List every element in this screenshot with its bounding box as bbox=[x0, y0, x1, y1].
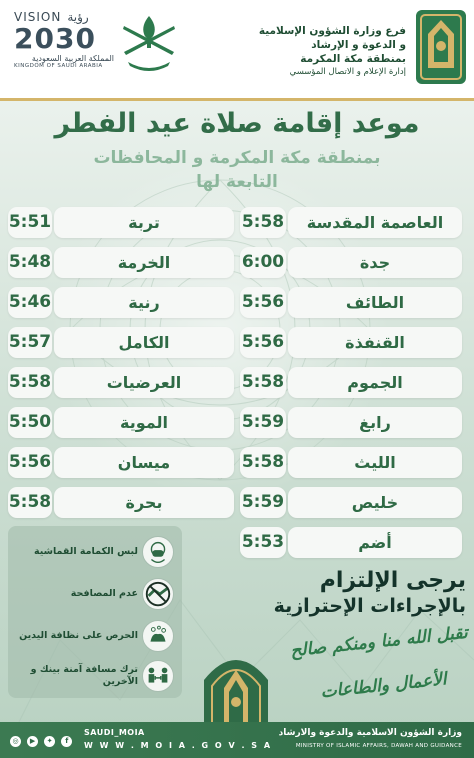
precaution-item bbox=[8, 656, 182, 696]
ministry-name-ar: وزارة الشؤون الاسلامية والدعوة والارشاد bbox=[278, 728, 462, 738]
prayer-time: 5:56 bbox=[240, 287, 286, 318]
prayer-time: 5:56 bbox=[8, 447, 52, 478]
prayer-time: 6:00 bbox=[240, 247, 286, 278]
youtube-icon[interactable]: ▶ bbox=[27, 736, 38, 747]
prayer-time: 5:58 bbox=[8, 487, 52, 518]
precaution-text: الحرص على نظافة اليدين bbox=[19, 630, 138, 641]
branch-line-4: إدارة الإعلام و الاتصال المؤسسي bbox=[289, 67, 406, 77]
mask-icon bbox=[142, 536, 174, 568]
commitment-notice bbox=[270, 568, 466, 618]
page-subtitle bbox=[60, 146, 414, 194]
vision-2030-logo bbox=[14, 10, 114, 76]
city-name: الطائف bbox=[288, 287, 462, 318]
city-name: أضم bbox=[288, 527, 462, 558]
saudi-emblem-icon bbox=[118, 12, 180, 78]
social-icons bbox=[10, 728, 73, 747]
vision-country-en: KINGDOM OF SAUDI ARABIA bbox=[14, 63, 103, 69]
vision-label-ar: رؤية bbox=[67, 10, 89, 24]
city-name: الخرمة bbox=[54, 247, 234, 278]
header bbox=[0, 0, 474, 98]
commitment-line-1: يرجى الإلتزام bbox=[319, 568, 466, 593]
prayer-time: 5:48 bbox=[8, 247, 52, 278]
hand-wash-icon bbox=[142, 620, 174, 652]
prayer-time: 5:58 bbox=[240, 207, 286, 238]
prayer-time: 5:58 bbox=[8, 367, 52, 398]
city-name: القنفذة bbox=[288, 327, 462, 358]
city-name: جدة bbox=[288, 247, 462, 278]
social-distance-icon bbox=[142, 660, 174, 692]
city-name: تربة bbox=[54, 207, 234, 238]
prayer-time: 5:57 bbox=[8, 327, 52, 358]
prayer-time: 5:53 bbox=[240, 527, 286, 558]
branch-line-2: و الدعوة و الإرشاد bbox=[311, 39, 406, 51]
vision-label: VISION bbox=[14, 10, 62, 24]
precaution-text: لبس الكمامة القماشية bbox=[34, 546, 138, 557]
instagram-icon[interactable]: ◎ bbox=[10, 736, 21, 747]
prayer-time: 5:51 bbox=[8, 207, 52, 238]
ministry-name-en: MINISTRY OF ISLAMIC AFFAIRS, DAWAH AND GUIDANCE bbox=[295, 743, 462, 749]
precaution-text: ترك مسافة آمنة بينك و الآخرين bbox=[30, 664, 138, 687]
prayer-time: 5:59 bbox=[240, 487, 286, 518]
city-name: الكامل bbox=[54, 327, 234, 358]
precautions-box bbox=[8, 526, 182, 698]
website-link[interactable]: W W W . M O I A . G O V . S A bbox=[84, 741, 273, 750]
social-handle[interactable]: SAUDI_MOIA bbox=[84, 728, 145, 737]
footer bbox=[0, 722, 474, 758]
subtitle-line-2: التابعة لها bbox=[196, 172, 278, 192]
precaution-text: عدم المصافحة bbox=[70, 588, 138, 599]
vision-year: 2030 bbox=[14, 22, 96, 55]
no-handshake-icon bbox=[142, 578, 174, 610]
twitter-icon[interactable]: ✦ bbox=[44, 736, 55, 747]
precaution-item bbox=[8, 574, 182, 614]
prayer-time: 5:46 bbox=[8, 287, 52, 318]
precaution-item bbox=[8, 616, 182, 656]
city-name: الجموم bbox=[288, 367, 462, 398]
city-name: بحرة bbox=[54, 487, 234, 518]
precaution-item bbox=[8, 532, 182, 572]
city-name: خليص bbox=[288, 487, 462, 518]
eid-greeting: تقبل الله منا ومنكم صالح الأعمال والطاعات bbox=[289, 622, 469, 703]
prayer-time: 5:56 bbox=[240, 327, 286, 358]
prayer-time: 5:58 bbox=[240, 367, 286, 398]
city-name: رنية bbox=[54, 287, 234, 318]
city-name: العرضيات bbox=[54, 367, 234, 398]
commitment-line-2: بالإجراءات الإحترازية bbox=[273, 595, 466, 617]
city-name: الموية bbox=[54, 407, 234, 438]
branch-line-3: بمنطقة مكة المكرمة bbox=[300, 53, 406, 65]
prayer-time: 5:59 bbox=[240, 407, 286, 438]
city-name: رابغ bbox=[288, 407, 462, 438]
header-divider bbox=[0, 98, 474, 101]
vision-country-ar: المملكة العربية السعودية bbox=[31, 54, 114, 63]
city-name: الليث bbox=[288, 447, 462, 478]
city-name: العاصمة المقدسة bbox=[288, 207, 462, 238]
facebook-icon[interactable]: f bbox=[61, 736, 72, 747]
ministry-logo-icon bbox=[414, 8, 468, 86]
branch-line-1: فرع وزارة الشؤون الإسلامية bbox=[258, 25, 406, 37]
prayer-time: 5:58 bbox=[240, 447, 286, 478]
subtitle-line-1: بمنطقة مكة المكرمة و المحافظات bbox=[93, 148, 381, 168]
prayer-time: 5:50 bbox=[8, 407, 52, 438]
branch-title bbox=[186, 24, 406, 78]
city-name: ميسان bbox=[54, 447, 234, 478]
page-title: موعد إقامة صلاة عيد الفطر bbox=[54, 108, 420, 139]
